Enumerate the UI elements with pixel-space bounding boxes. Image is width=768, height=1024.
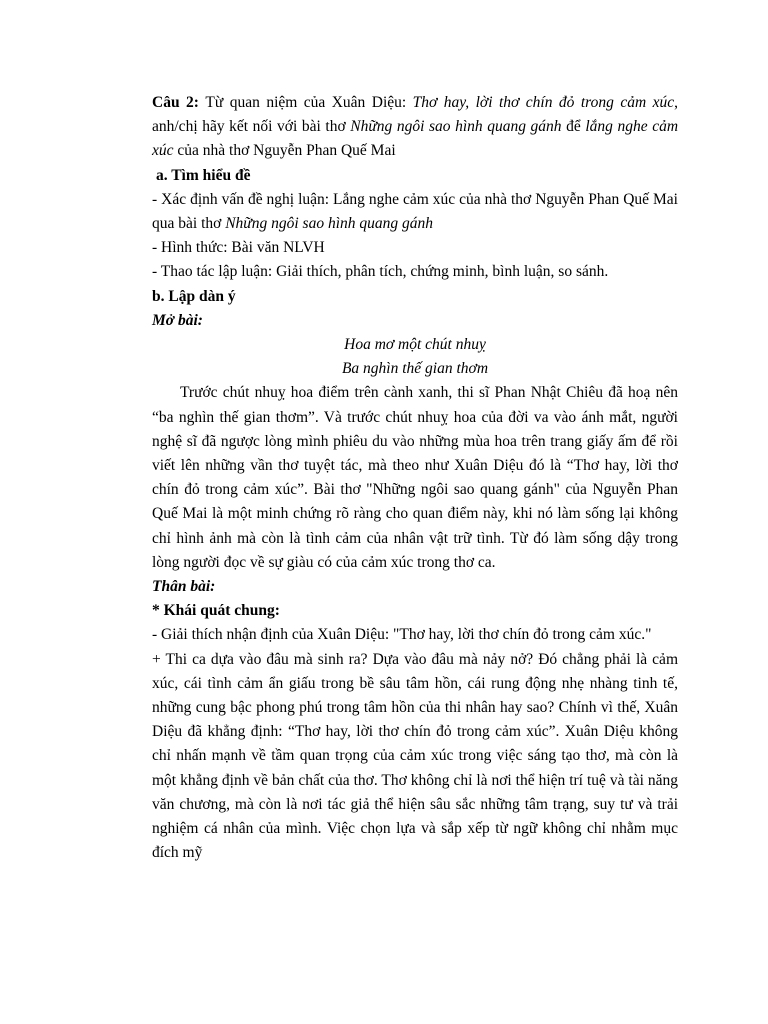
verse-line-2: Ba nghìn thế gian thơm (341, 360, 489, 378)
question-paragraph (152, 91, 678, 164)
text-run: của nhà thơ Nguyễn Phan Quế Mai (173, 142, 396, 160)
text-run: Câu 2: (152, 94, 206, 111)
text-run: Những ngôi sao hình quang gánh (225, 215, 434, 233)
than-bai-label: Thân bài: (152, 578, 216, 596)
khai-quat-heading: * Khái quát chung: (152, 602, 280, 620)
section-b-heading: b. Lập dàn ý (152, 287, 236, 305)
text-run: - Xác định vấn đề nghị luận: Lắng nghe cảm xúc của nhà thơ Nguyễn Phan Quế Mai qua bài thơ (152, 190, 678, 233)
section-a-point-method: - Thao tác lập luận: Giải thích, phân tích, chứng minh, bình luận, so sánh. (152, 263, 609, 281)
text-run: , anh/chị hãy kết nối với bài thơ (152, 94, 678, 136)
verse-line-1: Hoa mơ một chút nhuỵ (344, 336, 486, 354)
section-a-heading: a. Tìm hiểu đề (156, 166, 251, 184)
text-run: Những ngôi sao hình quang gánh (350, 118, 562, 136)
explain-line: - Giải thích nhận định của Xuân Diệu: "Thơ hay, lời thơ chín đỏ trong cảm xúc." (152, 626, 652, 644)
explain-paragraph: + Thi ca dựa vào đâu mà sinh ra? Dựa vào đâu mà nảy nở? Đó chẳng phải là cảm xúc, cái tình cảm ẩn giấu trong bề sâu tâm hồn, cái rung động nhẹ nhàng tinh tế, những cung bậc phong phú trong tâm hồn của thi nhân hay sao? Chính vì thế, Xuân Diệu đã khẳng định: “Thơ hay, lời thơ chín đỏ trong cảm xúc”. Xuân Diệu không chỉ nhấn mạnh về tầm quan trọng của cảm xúc trong việc sáng tạo thơ, mà còn là một khẳng định về bản chất của thơ. Thơ không chỉ là nơi thể hiện trí tuệ và tài năng văn chương, mà còn là nơi tác giả thể hiện sâu sắc những tâm trạng, suy tư và trải nghiệm cá nhân của mình. Việc chọn lựa và sắp xếp từ ngữ không chỉ nhằm mục đích mỹ (152, 650, 678, 862)
text-run: Thơ hay, lời thơ chín đỏ trong cảm xúc (412, 94, 675, 111)
text-run: lắng nghe cảm xúc (152, 118, 679, 160)
text-run: Từ quan niệm của Xuân Diệu: (205, 94, 413, 111)
text-run: để (561, 118, 586, 136)
mo-bai-paragraph: Trước chút nhuỵ hoa điểm trên cành xanh, thi sĩ Phan Nhật Chiêu đã hoạ nên “ba nghìn thế gian thơm”. Và trước chút nhuỵ hoa của đời va vào ánh mắt, người nghệ sĩ đã ngược lòng mình phiêu du vào những mùa hoa trên trang giấy ấm để rồi viết lên những vần thơ tuyệt tác, mà theo như Xuân Diệu đó là “Thơ hay, lời thơ chín đỏ trong cảm xúc”. Bài thơ "Những ngôi sao quang gánh" của Nguyễn Phan Quế Mai là một minh chứng rõ ràng cho quan điểm này, khi nó làm sống lại không chỉ hình ảnh mà còn là tình cảm của nhân vật trữ tình. Từ đó làm sống dậy trong lòng người đọc về sự giàu có của cảm xúc trong thơ ca. (152, 384, 678, 571)
mo-bai-label: Mở bài: (152, 311, 203, 329)
section-a-point-form: - Hình thức: Bài văn NLVH (152, 239, 325, 257)
section-a-point-issue (152, 188, 678, 236)
